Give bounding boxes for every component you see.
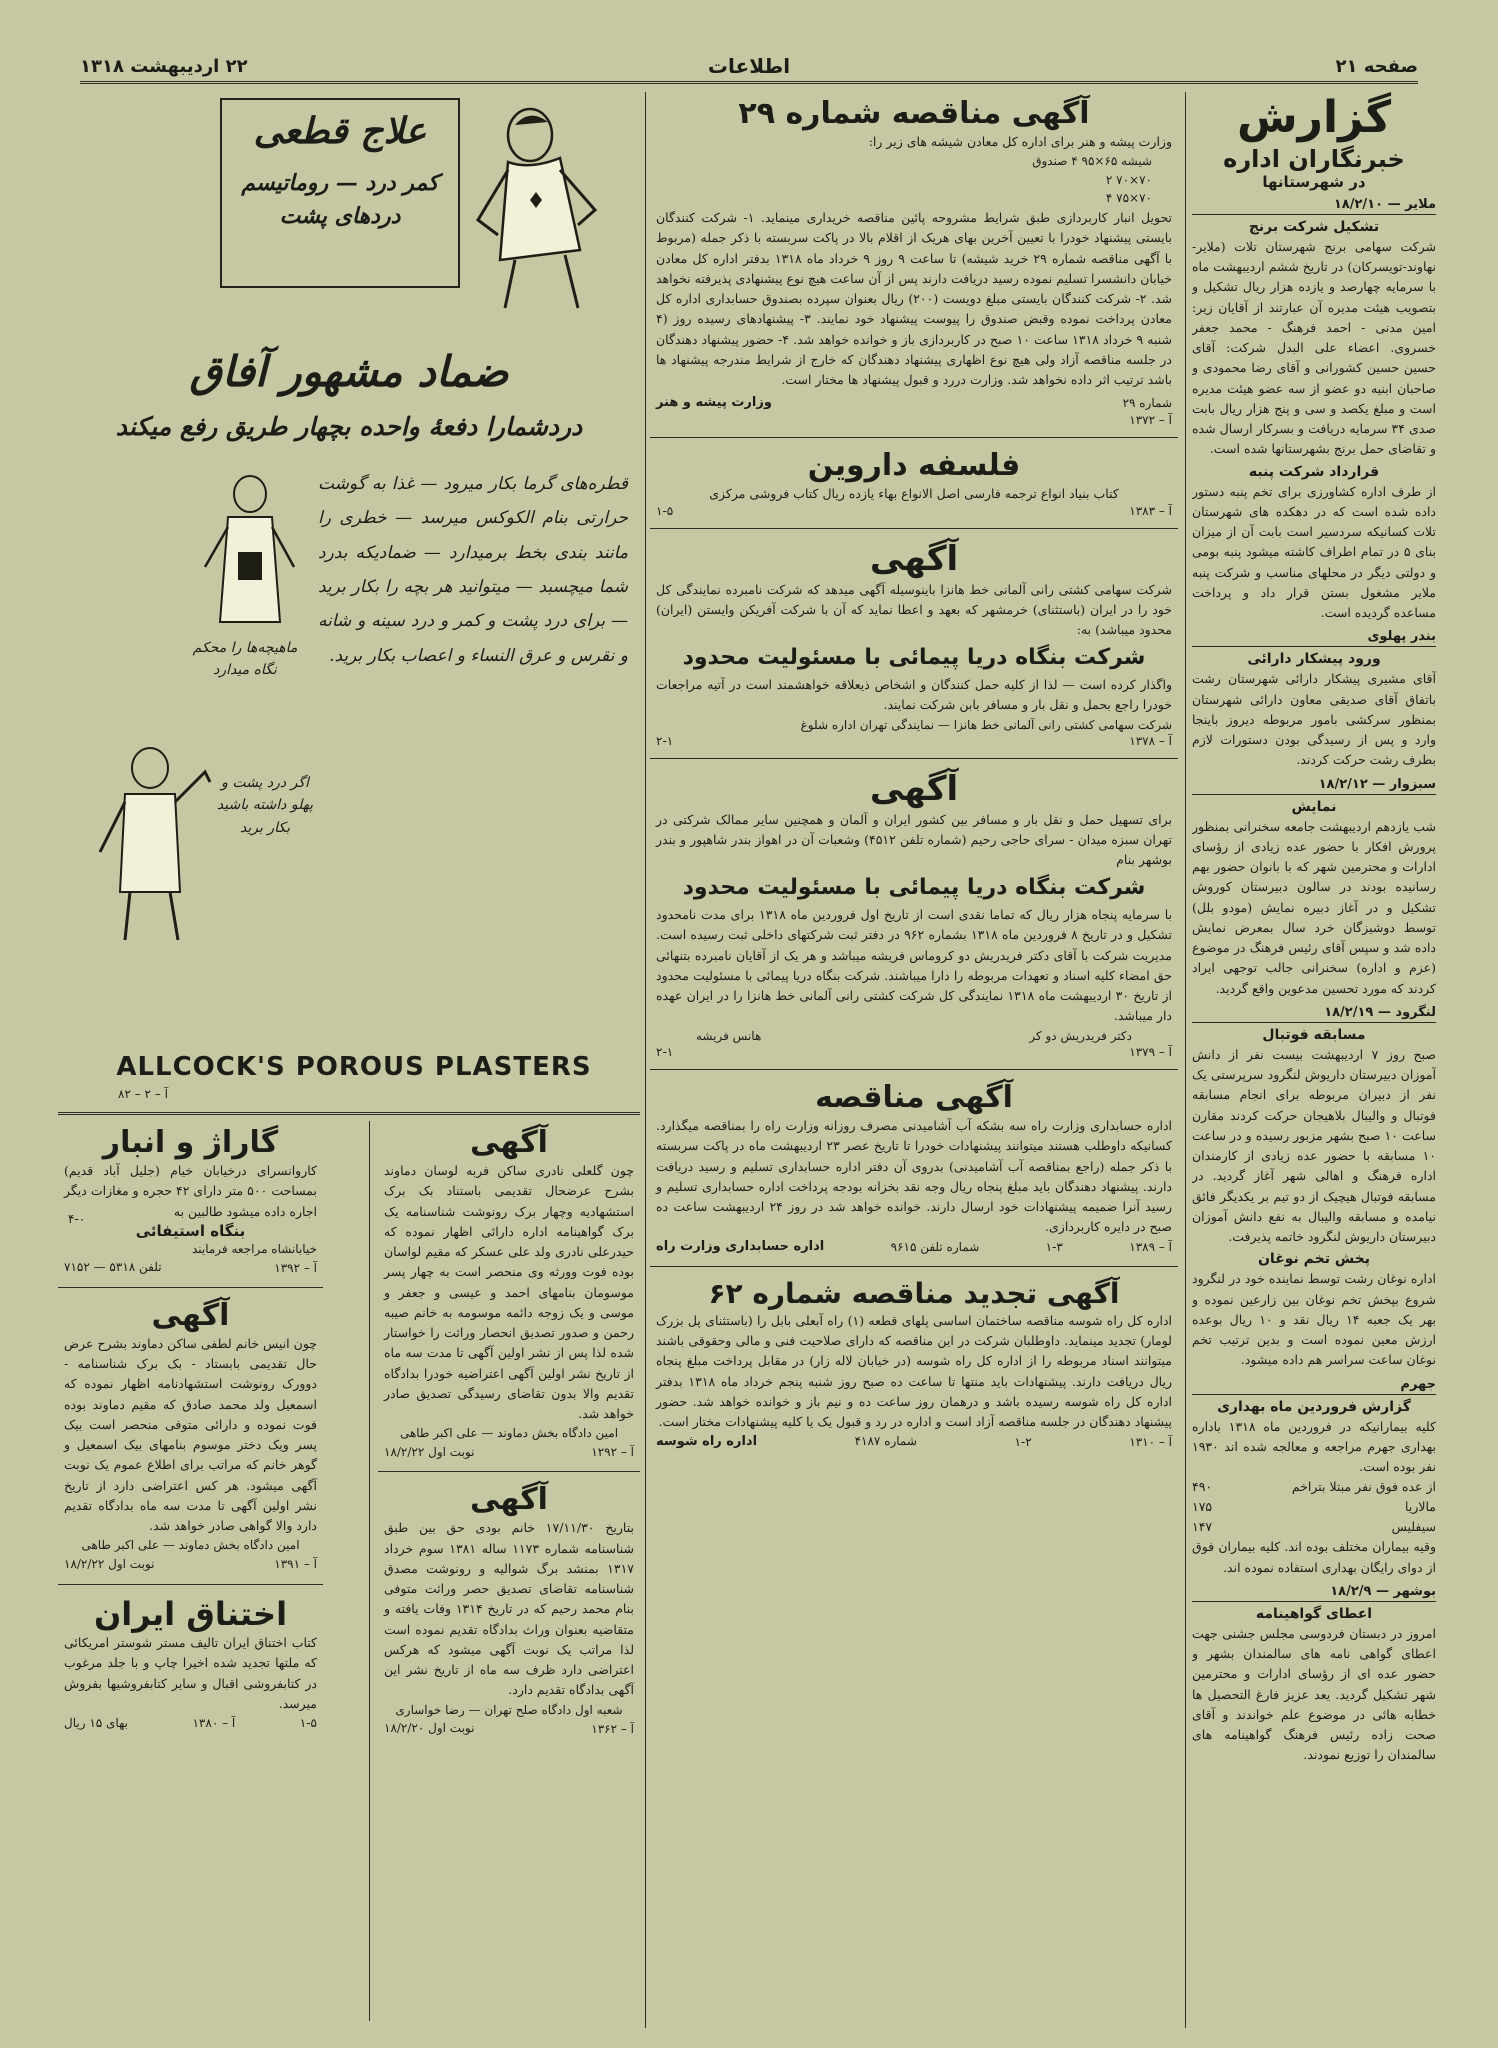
city-header: سبزوار — ۱۸/۲/۱۲	[1192, 775, 1436, 795]
health-stats-list	[1192, 1477, 1436, 1537]
shipping-company-name: شرکت بنگاه دریا پیمائی با مسئولیت محدود	[682, 874, 1146, 900]
tender-62-body: اداره کل راه شوسه مناقصه ساختمان اساسی پلهای قطعه (۱) راه آبعلی بابل را (باستثنای پل بزرک لومار) تجدید مینماید. داوطلبان شرکت در این مناقصه که دارای صلاحیت فنی و مالی وحقوقی باشند میتوانند اسناد مربوطه را از اداره کل راه شوسه (در خیابان لاله زار) در مقابل پرداخت مبلغ پنجاه ریال دریافت دارند. پیشنهادات باید منتها تا ساعت ده صبح روز شنبه پنجم خرداد ماه ۱۳۱۸ بدفتر اداره کل راه شوسه رسیده باشد و درهمان روز ساعت ده و نیم باز و خوانده خواهد شد. حضور پیشنهاد دهندگان در جلسه مناقصه آزاد است و اداره در رد و قبول یک یا کلیه پیشنهادات مختار است.	[656, 1312, 1172, 1430]
iran-book-ad	[58, 1591, 323, 1737]
plaster-ad-box	[220, 98, 460, 288]
notice-a-title: آگهی	[151, 1297, 230, 1333]
ad-code: ۱-۵	[656, 504, 674, 519]
tender-29-title: آگهی مناقصه شماره ۲۹	[738, 96, 1090, 131]
divider	[58, 1584, 323, 1585]
iran-book-body: کتاب اختناق ایران تالیف مستر شوستر امریکائی که ملتها تجدید شده اخیرا چاپ و با جلد مرغوب در کتابفروشی اقبال و سایر کتابفروشیها بفروش میرسد.	[64, 1635, 317, 1711]
plaster-headline: ضماد مشهور آفاق	[189, 347, 509, 396]
shipping-ad-2-body2: با سرمایه پنجاه هزار ریال که تماما نقدی است از تاریخ اول فروردین ماه ۱۳۱۸ برای مدت نامحدود تشکیل و در تاریخ ۸ فروردین ماه ۱۳۱۸ بشماره ۹۶۲ در دفتر ثبت شرکتهای داخلی ثبت رسیده است. مدیریت شرکت با آقای دکتر فریدریش دو کروماس فریشه میباشد و هر یک از آقایان نامبرده بتنهائی حق امضاء کلیه اسناد و تعهدات مربوطه را دارا میباشند. شرکت بنگاه دریا پیمائی با مسئولیت محدود از تاریخ ۳۰ اردیبهشت ماه ۱۳۱۸ نمایندگی کل شرکت کشتی رانی آلمانی خط هانزا را در ایران عهده دار میباشد.	[656, 907, 1173, 1024]
list-item: مالاریا ۱۷۵	[1192, 1499, 1436, 1515]
garage-company: بنگاه استیفائی	[135, 1221, 246, 1240]
divider	[650, 1069, 1178, 1070]
notice-c-date: نوبت اول ۱۸/۲/۲۰	[384, 1721, 475, 1736]
classifieds-subcolumn	[58, 1121, 323, 1737]
report-body: صبح روز ۷ اردیبهشت بیست نفر از دانش آموزان دبیرستان داریوش لنگرود سرپرستی یک نفر از دبیران مربوطه برای انجام مسابقه فوتبال و والیبال بلاهیجان حرکت کردند مقارن ساعت ۱۰ صبح بشهر مزبور رسیده و در ساعت ۱۰ مسابقه با حضور عده زیادی از کارمندان اداره فرهنگ و اهالی شهر آغاز گردید. در مسابقه فوتبال هیچیک از دو تیم بر یکدیگر فائق نیامده و مسابقه والیبال به نفع دانش آموزان دبیرستان داریوش لنگرود خاتمه پذیرفت.	[1192, 1046, 1436, 1245]
notice-b-signature: امین دادگاه بخش دماوند — علی اکبر طاهی	[399, 1426, 619, 1441]
list-item: از عده فوق نفر مبتلا بتراخم ۴۹۰	[1192, 1479, 1436, 1495]
darwin-footer	[656, 504, 1172, 518]
report-subtitle-cities: در شهرستانها	[1262, 172, 1366, 191]
paper-name: اطلاعات	[707, 54, 791, 78]
woman-applying-plaster-illustration	[190, 472, 310, 632]
page-number: صفحه ۲۱	[1335, 56, 1418, 77]
tender-29-footer	[656, 392, 1172, 413]
brand-name: ALLCOCK'S POROUS PLASTERS	[116, 1052, 592, 1082]
plaster-caption: اگر درد پشت و پهلو داشته باشید بکار برید	[216, 775, 314, 836]
garage-body: کاروانسرای درخیابان خیام (جلیل آباد قدیم) بمساحت ۵۰۰ متر دارای ۴۲ حجره و مغازات دیگر اجاره داده میشود طالبین به	[64, 1163, 317, 1219]
shipping-ad-2-footer	[656, 1045, 1172, 1059]
report-body: شب یازدهم اردیبهشت جامعه سخنرانی بمنظور پرورش افکار با حضور عده زیادی از رؤسای ادارات و محترمین شهر که با بانوان حضور بهم رسانیده بودند در سالون دبیرستان کوروش تشکیل و در آغاز دبیره نمایش (مودو بلل) توسط دوشیزگان خرد سال بمعرض نمایش داده شد و سپس آقای رئیس فرهنگ در موضوع (عزم و اداره) سخنرانی جالب توجهی ایراد کردند که مورد تحسین مدعوین واقع گردید.	[1192, 818, 1436, 996]
city-header: بوشهر — ۱۸/۲/۹	[1192, 1582, 1436, 1602]
iran-book-footer	[64, 1714, 317, 1733]
ad-code: آ – ۱۳۸۰	[192, 1716, 236, 1731]
ad-code: آ – ۱۳۸۹	[1129, 1239, 1172, 1254]
notices-subcolumn	[378, 1121, 640, 1742]
notice-b-body: چون گلعلی نادری ساکن فربه لوسان دماوند بشرح عرضحال تقدیمی باستناد بک برک استشهادیه وچهار برک رونوشت شناسنامه یک برک گواهینامه اداره دارائی اظهار نموده که حیدرعلی نادری ولد علی عسکر که مقیم لواسان بوده فوت وورثه وی منحصر است به چهار پسر موسومان بنامهای احمد و عیسی و جعفر و موسی و یک زوجه دائمه موسومه به خانم صیبه رحمن و صدور تصدیق انحصار وراثت را خواستار شده لذا پس از نشر اولین آگهی تا مدت سه ماه از تاریخ نشر اولین آگهی اعتراضیه خودرا بدادگاه تقدیم والا بدون تقاضای رسیدگی تصدیق صادر خواهد شد.	[384, 1163, 634, 1421]
reports-column	[1192, 92, 1436, 2028]
notice-c-body: بتاریخ ۱۷/۱۱/۳۰ خانم بودی حق بین طبق شناسنامه شماره ۱۱۷۳ ساله ۱۳۸۱ سوم خرداد ۱۳۱۷ بمنشد برگ شوالیه و رونوشت مصدق شناسنامه تقاضای تصدیق حصر وراثت متوفی بنام محمد رحیم که در تاریخ ۱۳۱۴ وفات یافته و متقاضیه بعنوان وراث بدادگاه تقدیم نموده است لذا مراتب یک نوبت آگهی میشود که هرکس اعتراضی دارد ظرف سه ماه از تاریخ نشر این آگهی بدادگاه تقدیم دارد.	[384, 1520, 634, 1698]
signatory: هانس فریشه	[696, 1028, 762, 1043]
garage-address: خیابانشاه مراجعه فرمایند	[191, 1241, 317, 1256]
shipping-ad-1-signature: شرکت سهامی کشتی رانی آلمانی خط هانزا — نمایندگی تهران اداره شلوغ	[800, 717, 1172, 732]
man-with-back-pain-illustration	[460, 100, 610, 310]
list-item: شیشه ۶۵×۹۵ ۴ صندوق	[1032, 154, 1152, 169]
notice-a-body: چون انیس خانم لطفی ساکن دماوند بشرح عرض حال تقدیمی بابستاد - بک برک شناسنامه - دوورک رونوشت استشهادنامه اظهار نموده که اسمعیل ولد محمد صادق که مقیم دماوند بوده فوت نموده و دارائی متوفی منحصر است بیک پسر ویک دختر موسوم بنامهای بیک اسمعیل و گوهر خانم که مراتب برای اطلاع عموم یک نوبت آگهی میشود. هر کس اعتراضی دارد از تاریخ نشر اولین آگهی تا مدت سه ماه بدادگاه تقدیم دارد والا گواهی صادر خواهد شد.	[64, 1335, 317, 1534]
report-heading: پخش تخم نوغان	[1257, 1251, 1370, 1268]
ads-column	[650, 92, 1178, 2028]
shipping-ad-2-body: برای تسهیل حمل و نقل بار و مسافر بین کشور ایران و آلمان و همچنین سایر ممالک شرکتی در تهران سبزه میدان - سرای حاجی رحیم (شماره تلفن ۴۵۱۲) وشعبات آن در اهواز بندر شاهپور و بندر بوشهر بنام	[656, 811, 1172, 868]
lower-left-section	[58, 1121, 640, 2021]
shipping-ad-2-signatures	[656, 1027, 1172, 1046]
plaster-box-title: علاج قطعی	[253, 110, 427, 152]
ad-code: آ – ۱۳۷۹	[1129, 1045, 1172, 1060]
report-heading: تشکیل شرکت برنج	[1248, 218, 1380, 235]
shipping-ad-1-body: شرکت سهامی کشتی رانی آلمانی خط هانزا باینوسیله آگهی میدهد که شرکت نامبرده نمایندگی کل خود را در ایران (باستثنای) خرمشهر که بعهد و اعطا نماید که آن با شرکت آفریکن وایستن (ایران) محدود میباشد) به:	[656, 581, 1172, 638]
notice-b-title: آگهی	[470, 1125, 548, 1160]
shipping-ad-1-title: آگهی	[869, 539, 959, 580]
divider	[58, 1112, 640, 1115]
report-body: از طرف اداره کشاورزی برای تخم پنبه دستور داده شده است که در دهکده های شهرستان تلات کسانیکه سردسیر است بابت آن از میزان بنای ۵ در تمام اطراف کاشته میشود پنبه بومی و دولتی دیگر در محلهای مناسب و شرکت پنبه ملایر مشغول بستن قرار داد و پرداخت مساعده گردیده است.	[1192, 483, 1436, 621]
notice-c	[378, 1478, 640, 1741]
ad-code: ۴-۰	[68, 1212, 86, 1226]
man-flexing-illustration	[80, 742, 220, 942]
city-header: ملایر — ۱۸/۲/۱۰	[1192, 195, 1436, 215]
plaster-ad	[58, 92, 640, 1112]
report-body: اداره نوغان رشت توسط نماینده خود در لنگرود شروع بپخش تخم نوغان بین زارعین نموده و بهر یک جعبه ۱۴ ریال نقد و ۱۰ ریال بوعده ارزش معین نموده است و بدین ترتیب تخم نوغان ساعت سراسر هم داده میشود.	[1192, 1271, 1436, 1368]
notice-c-signature: شعبه اول دادگاه صلح تهران — رضا خواساری	[395, 1702, 623, 1717]
signatory: دکتر فریدریش دو کر	[1029, 1028, 1132, 1043]
garage-footer	[64, 1258, 317, 1277]
road-tender-signature: اداره حسابداری وزارت راه	[656, 1239, 825, 1255]
ad-code: آ – ۱۳۹۲	[274, 1260, 317, 1275]
darwin-ad	[650, 444, 1178, 522]
report-body: کلیه بیمارانیکه در فروردین ماه ۱۳۱۸ باداره بهداری جهرم مراجعه و معالجه شده اند ۱۹۳۰ نفر بوده است.	[1192, 1418, 1436, 1475]
road-tender	[650, 1076, 1178, 1260]
tender-62-phone: شماره ۴۱۸۷	[854, 1434, 917, 1449]
divider	[650, 758, 1178, 759]
road-tender-footer	[656, 1238, 1172, 1257]
tender-29-signature: وزارت پیشه و هنر	[656, 395, 772, 411]
divider	[650, 1266, 1178, 1267]
report-subtitle: خبرنگاران اداره	[1223, 144, 1405, 173]
report-heading: گزارش فروردین ماه بهداری	[1217, 1398, 1411, 1415]
ad-code: آ – ۱۳۷۸	[1129, 734, 1172, 749]
report-heading: ورود پیشکار دارائی	[1247, 651, 1381, 668]
report-body: امروز در دبستان فردوسی مجلس جشنی جهت اعطای گواهی نامه های سالمندان بشهر و حضور عده ای از رؤسای ادارات و محترمین شهر تشکیل گردید. یعد عزیز فارغ التحصیل ها خطابه هائی در موضوع علم خواندند و آقای صحت زاده رئیس فرهنگ گواهینامه های سالمندان را توزیع نمودند.	[1192, 1625, 1436, 1763]
iran-book-title: اختناق ایران	[93, 1594, 288, 1633]
ad-code: ۱-۲	[1014, 1434, 1032, 1449]
ad-code: آ – ۱۳۸۳	[1129, 504, 1172, 519]
column-divider	[369, 1121, 370, 2021]
shipping-company-name: شرکت بنگاه دریا پیمائی با مسئولیت محدود	[682, 644, 1146, 670]
city-header: جهرم	[1192, 1375, 1436, 1395]
report-heading: نمایش	[1291, 798, 1337, 815]
ad-code: ۲-۱	[656, 734, 674, 749]
list-item: ۷۰×۷۰ ۲	[1105, 172, 1152, 187]
tender-62	[650, 1273, 1178, 1455]
darwin-title: فلسفه داروین	[807, 447, 1021, 483]
plaster-body: قطره‌های گرما بکار میرود — غذا به گوشت حرارتی بنام الکوکس میرسد — خطری را مانند بندی بخط برمیدارد — ضمادیکه بدرد شما میچسبد — میتوانید هر بچه را بکار برید — برای درد پشت و کمر و درد سینه و شانه و نقرس و عرق النساء و اعصاب بکار برید.	[318, 474, 628, 666]
divider	[58, 1287, 323, 1288]
ad-code: آ – ۱۳۶۲	[591, 1721, 634, 1736]
column-divider	[1185, 92, 1186, 2028]
notice-b-date: نوبت اول ۱۸/۲/۲۲	[384, 1444, 475, 1459]
tender-29	[650, 92, 1178, 431]
column-divider	[645, 92, 646, 2028]
list-item: سیفلیس ۱۴۷	[1192, 1519, 1436, 1535]
masthead	[80, 52, 1418, 84]
notice-b-footer	[384, 1443, 634, 1462]
city-header: لنگرود — ۱۸/۲/۱۹	[1192, 1003, 1436, 1023]
iran-book-price: بهای ۱۵ ریال	[64, 1716, 128, 1731]
tender-29-intro: وزارت پیشه و هنر برای اداره کل معادن شیشه های زیر را:	[868, 134, 1172, 149]
plaster-caption: ماهیچه‌ها را محکم نگاه میدارد	[192, 640, 298, 679]
notice-a	[58, 1294, 323, 1578]
road-tender-phone: شماره تلفن ۹۶۱۵	[890, 1239, 980, 1254]
road-tender-body: اداره حسابداری وزارت راه سه بشکه آب آشامیدنی مصرف روزانه وزارت راه را بمناقصه میگذارد. کسانیکه داوطلب هستند میتوانند پیشنهادات خودرا تا تاریخ عصر ۲۳ اردیبهشت ماه در پاکت سربسته با ذکر جمله (راجع بمناقصه آب آشامیدنی) بدروی آن دفتر اداره حسابداری تسلیم و رسید دریافت دارند. پیشنهاد دهندگان باید مبلغ پنجاه ریال وجه نقد بخزانه بودجه پرداخت اداره حسابداری تسلیم و رسید آنرا ضمیمه پیشنهادات خود ارسال دارند. خوانده خواهد شد در روز ۲۴ اردیبهشت ساعت ده صبح در دایره کاربردازی.	[656, 1118, 1172, 1235]
issue-date: ۲۲ اردیبهشت ۱۳۱۸	[80, 56, 248, 77]
divider	[650, 437, 1178, 438]
ad-code: ۱-۳	[1045, 1239, 1063, 1254]
tender-62-footer	[656, 1432, 1172, 1451]
report-body: آقای مشیری پیشکار دارائی شهرستان رشت باتفاق آقای صدیقی معاون دارائی شهرستان بمنظور سرکشی بامور مربوطه دیروز باینجا وارد و پس از رسیدگی بودن دستورات لازم بطرف رشت حرکت کردند.	[1192, 671, 1436, 768]
ad-code: آ – ۲ – ۸۲	[118, 1087, 168, 1101]
garage-ad	[58, 1121, 323, 1281]
shipping-ad-1-body2: واگذار کرده است — لذا از کلیه حمل کنندگان و اشخاص ذیعلاقه خواهشمند است در آتیه مراجعات خودرا راجع بحمل و نقل بار و مسافر بابن شرکت نمایند.	[656, 677, 1172, 713]
report-title: گزارش	[1236, 92, 1392, 143]
tender-29-number: شماره ۲۹	[1122, 396, 1172, 411]
report-body: وقیه بیماران مختلف بوده اند. کلیه بیماران فوق از دوای رایگان بهداری استفاده نموده اند.	[1192, 1539, 1436, 1575]
shipping-ad-2	[650, 765, 1178, 1063]
garage-phone: تلفن ۵۳۱۸ — ۷۱۵۲	[64, 1260, 162, 1275]
notice-a-date: نوبت اول ۱۸/۲/۲۲	[64, 1557, 155, 1572]
tender-29-body: تحویل انبار کاربردازی طبق شرایط مشروحه پائین مناقصه خریداری مینماید. ۱- شرکت کنندگان بایستی پیشنهاد خودرا با تعیین آخرین بهای هریک از اقلام بالا در پاکت سربسته با ذکر جمله (مربوط با آگهی مناقصه شماره ۲۹ خرید شیشه) تا ساعت ۹ روز ۹ خرداد ماه ۱۳۱۸ بدفتر اداره کل معادن خیابان دانشسرا تسلیم نموده رسید دریافت دارند پس از آن ساعت هیچ نوع پیشنهادی پذیرفته نخواهد شد. ۲- شرکت کنندگان بایستی مبلغ دویست (۲۰۰) ریال بعنوان سپرده بصندوق حسابداری اداره کل معادن پرداخت نموده وقبض صندوق را پیوست پیشنهاد خود نمایند. ۳- پیشنهادهای رسیده روز (۴ شنبه ۹ خرداد ۱۳۱۸ ساعت ۱۰ صبح در کاربردازی باز و خوانده خواهد شد. ۴- حضور پیشنهاد دهندگان در جلسه مناقصه آزاد ولی هیچ نوع اظهاری پیشنهاد دهندگان که خارج از شرایط مندرجه پیشنهاد ها باشد ترتیب اثر داده نخواهد شد. وزارت دررد و قبول پیشنهاد ها مختار است.	[656, 210, 1173, 388]
report-heading: اعطای گواهینامه	[1255, 1605, 1373, 1622]
tender-62-title: آگهی تجدید مناقصه شماره ۶۲	[708, 1277, 1120, 1311]
ad-code: ۱-۵	[299, 1716, 317, 1731]
report-heading: مسابقه فوتبال	[1262, 1026, 1366, 1043]
ad-code: آ – ۱۳۹۱	[274, 1557, 317, 1572]
notice-b	[378, 1121, 640, 1465]
ad-code: آ – ۱۳۱۰	[1129, 1434, 1172, 1449]
list-item: ۷۰×۷۵ ۴	[1105, 191, 1152, 206]
notice-c-footer	[384, 1719, 634, 1738]
ad-code: آ – ۱۲۹۲	[591, 1445, 634, 1460]
left-column	[58, 92, 640, 2028]
shipping-ad-1-footer	[656, 734, 1172, 748]
ad-code: ۲-۱	[656, 1045, 674, 1060]
tender-29-items	[656, 152, 1172, 208]
report-heading: قرارداد شرکت پنبه	[1248, 463, 1380, 480]
report-body: شرکت سهامی برنج شهرستان تلات (ملایر-نهاوند-تویسرکان) در تاریخ ششم اردیبهشت ماه با سرمایه چهارصد و یازده هزار ریال تشکیل و بتصویب هیئت مدیره آن عبارتند از آقایان زیر: امین مدنی - احمد فرهنگ - محمد جعفر خسروی. اعضاء علی البدل شرکت: آقای حسین حسین کشورانی و آقای رضا محمودی و صاحبان ابنیه دو عضو از سه عضو هیئت مدیره است و مبلغ یکصد و سی و پنج هزار ریال بابت صدی ۳۴ سرمایه دریافت و بسرکار ارسال شده و تقاضای حمل برنج بشهرستانها شده است.	[1192, 238, 1436, 457]
divider	[650, 528, 1178, 529]
divider	[378, 1471, 640, 1472]
plaster-box-items: کمر درد — روماتیسم دردهای پشت	[241, 170, 439, 230]
road-tender-title: آگهی مناقصه	[815, 1080, 1013, 1116]
darwin-body: کتاب بنیاد انواع ترجمه فارسی اصل الانواع بهاء یازده ریال کتاب فروشی مرکزی	[709, 485, 1119, 501]
shipping-ad-1	[650, 535, 1178, 752]
notice-c-title: آگهی	[470, 1482, 548, 1518]
city-header: بندر پهلوی	[1192, 627, 1436, 647]
plaster-subheadline: دردشمارا دفعهٔ واحده بچهار طریق رفع میکند	[115, 412, 583, 441]
notice-a-signature: امین دادگاه بخش دماوند — علی اکبر طاهی	[81, 1538, 300, 1553]
tender-62-signature: اداره راه شوسه	[656, 1434, 758, 1450]
garage-title: گاراژ و انبار	[102, 1125, 279, 1160]
notice-a-footer	[64, 1555, 317, 1574]
ad-code: آ – ۱۳۷۲	[1129, 412, 1172, 427]
shipping-ad-2-title: آگهی	[869, 769, 959, 810]
